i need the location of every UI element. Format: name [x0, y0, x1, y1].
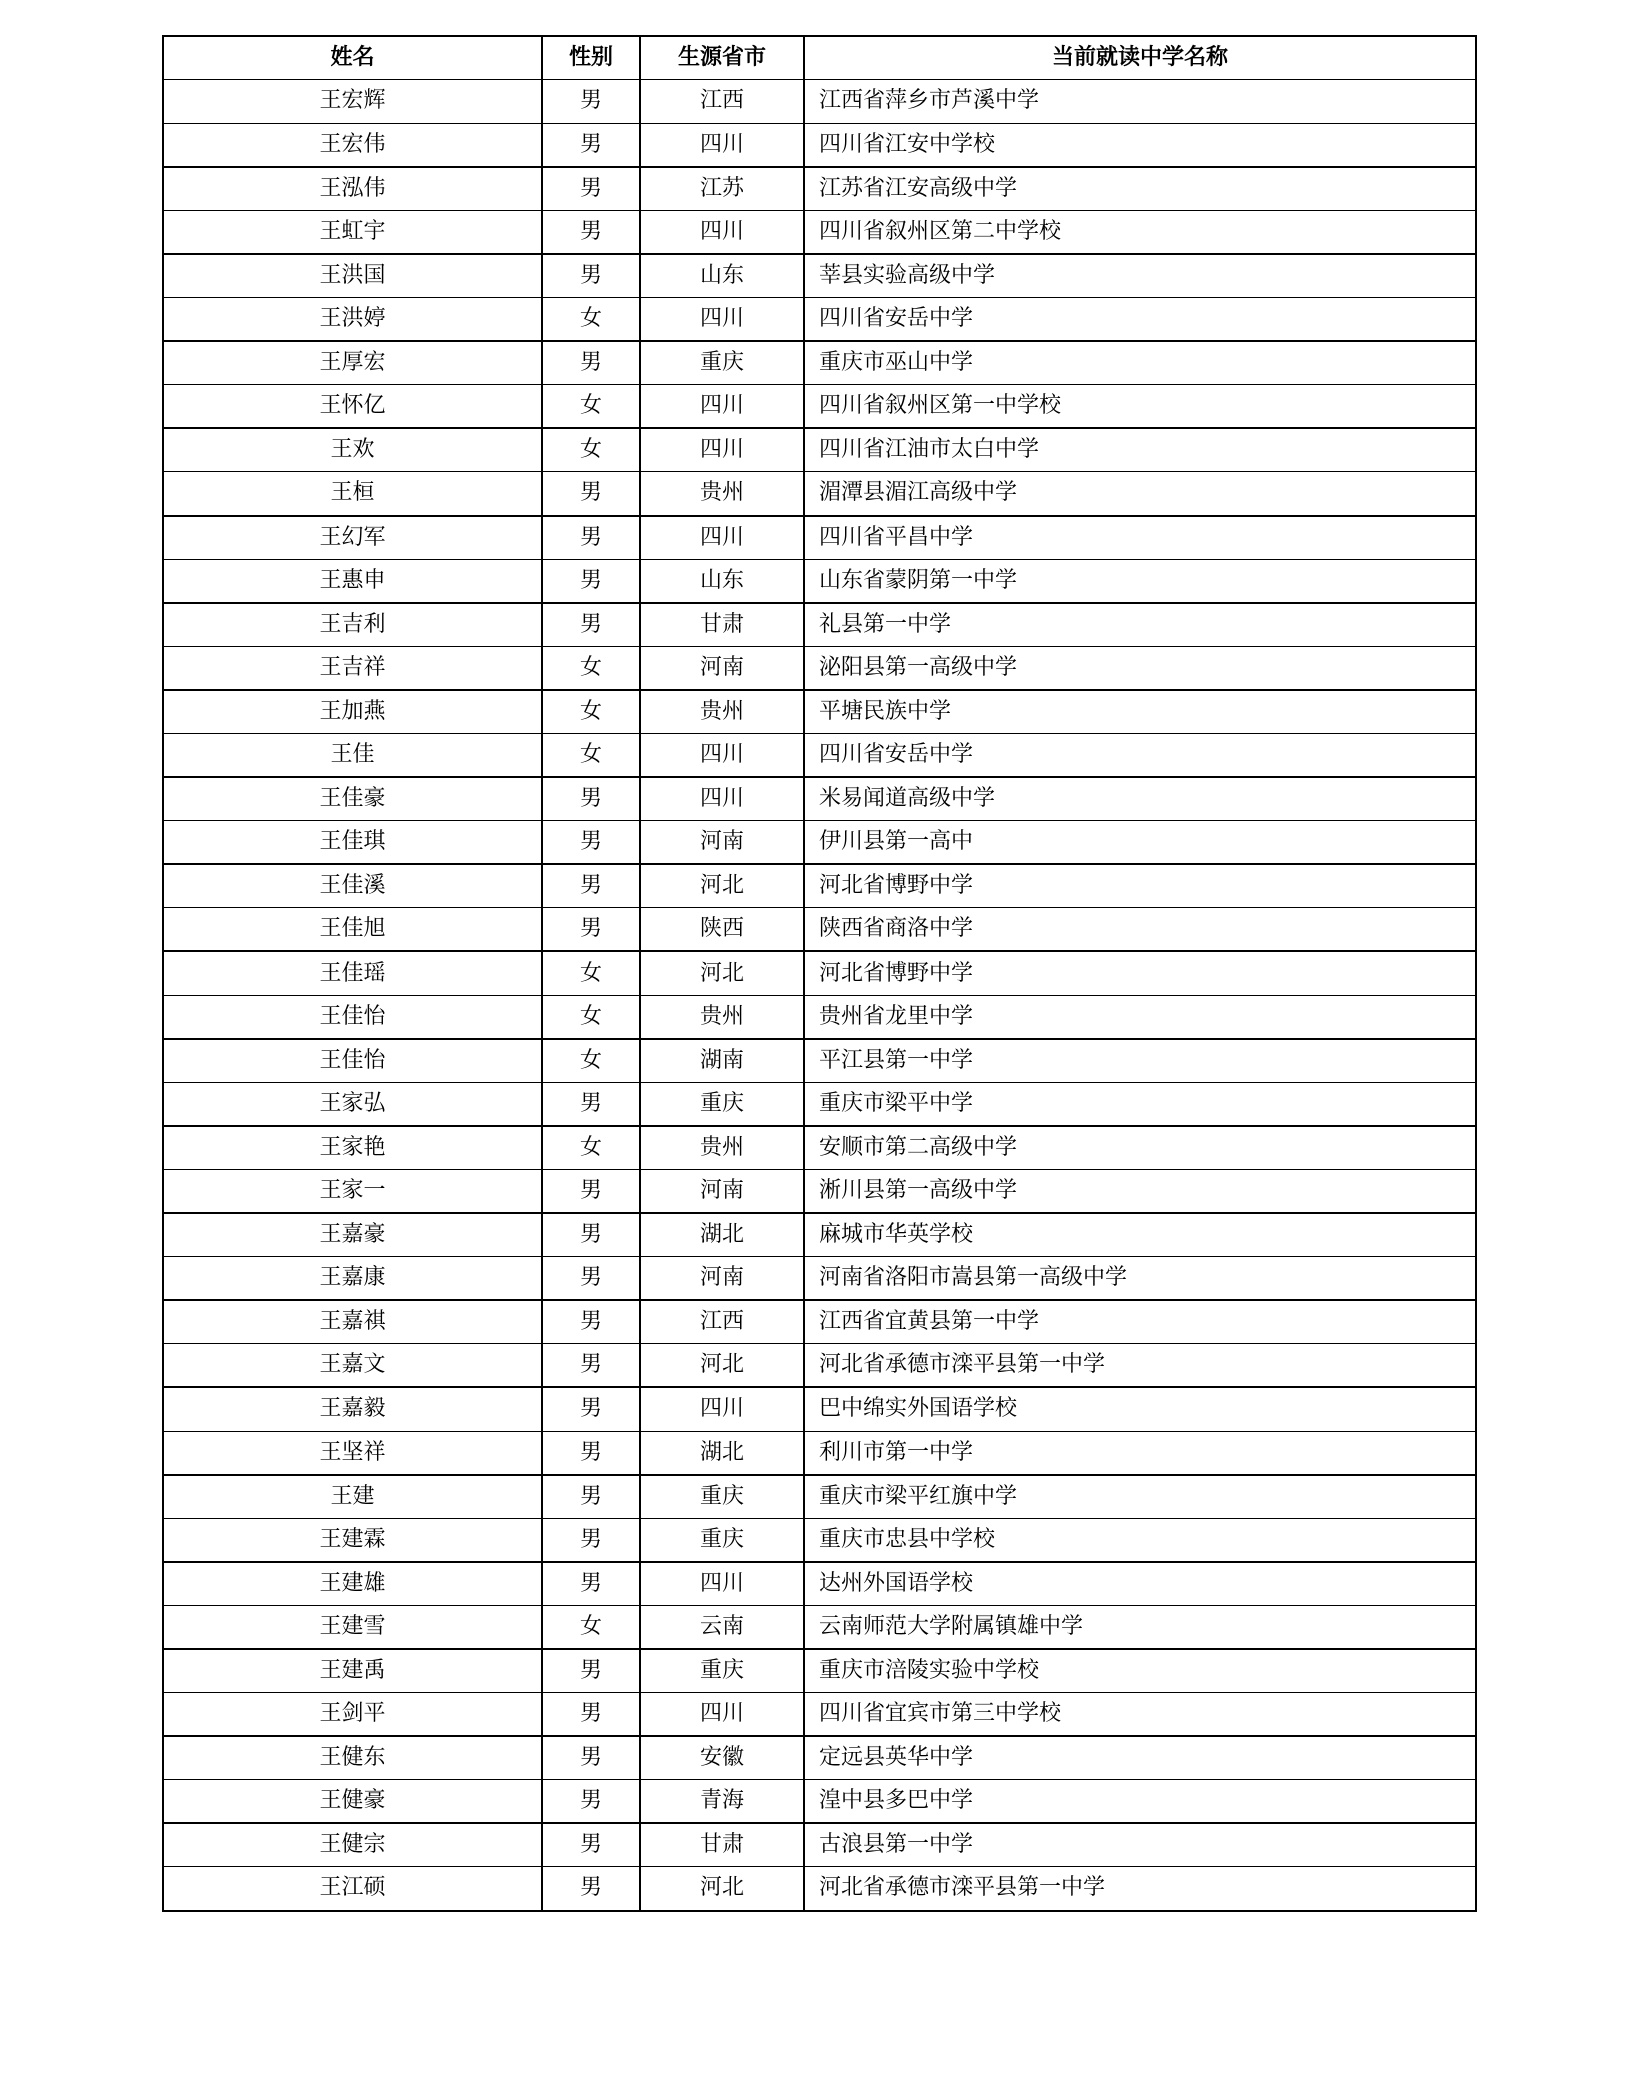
- cell-gender: 女: [542, 428, 640, 472]
- cell-name: 王健宗: [163, 1823, 542, 1867]
- cell-province: 四川: [640, 516, 804, 560]
- cell-gender: 男: [542, 254, 640, 298]
- cell-gender: 女: [542, 298, 640, 342]
- cell-province: 甘肃: [640, 603, 804, 647]
- table-row: [163, 1387, 1476, 1431]
- cell-school: 巴中绵实外国语学校: [804, 1387, 1476, 1431]
- cell-province: 贵州: [640, 995, 804, 1039]
- cell-province: 重庆: [640, 1518, 804, 1562]
- table-row: [163, 1169, 1476, 1213]
- header-gender: 性别: [542, 36, 640, 80]
- cell-province: 河南: [640, 821, 804, 865]
- table-row: [163, 1780, 1476, 1824]
- table-row: [163, 995, 1476, 1039]
- cell-school: 四川省安岳中学: [804, 734, 1476, 778]
- cell-name: 王江硕: [163, 1867, 542, 1911]
- table-row: [163, 167, 1476, 211]
- cell-province: 四川: [640, 123, 804, 167]
- cell-name: 王健豪: [163, 1780, 542, 1824]
- cell-name: 王桓: [163, 472, 542, 516]
- cell-province: 四川: [640, 428, 804, 472]
- cell-province: 四川: [640, 210, 804, 254]
- cell-school: 江西省萍乡市芦溪中学: [804, 80, 1476, 124]
- table-row: [163, 1431, 1476, 1475]
- cell-gender: 男: [542, 472, 640, 516]
- table-row: [163, 1518, 1476, 1562]
- cell-province: 河北: [640, 1344, 804, 1388]
- cell-gender: 女: [542, 734, 640, 778]
- cell-gender: 男: [542, 1213, 640, 1257]
- cell-province: 重庆: [640, 1082, 804, 1126]
- cell-gender: 女: [542, 1126, 640, 1170]
- cell-province: 重庆: [640, 1475, 804, 1519]
- cell-province: 四川: [640, 1562, 804, 1606]
- cell-province: 重庆: [640, 1649, 804, 1693]
- cell-province: 湖南: [640, 1039, 804, 1083]
- table-row: [163, 908, 1476, 952]
- cell-name: 王佳豪: [163, 777, 542, 821]
- cell-name: 王虹宇: [163, 210, 542, 254]
- cell-school: 莘县实验高级中学: [804, 254, 1476, 298]
- table-row: [163, 210, 1476, 254]
- table-row: [163, 472, 1476, 516]
- cell-name: 王加燕: [163, 690, 542, 734]
- table-row: [163, 646, 1476, 690]
- cell-province: 贵州: [640, 1126, 804, 1170]
- cell-province: 湖北: [640, 1431, 804, 1475]
- cell-name: 王洪婷: [163, 298, 542, 342]
- cell-province: 四川: [640, 298, 804, 342]
- cell-province: 贵州: [640, 690, 804, 734]
- cell-name: 王惠申: [163, 559, 542, 603]
- cell-name: 王洪国: [163, 254, 542, 298]
- table-row: [163, 1082, 1476, 1126]
- cell-name: 王嘉祺: [163, 1300, 542, 1344]
- cell-province: 四川: [640, 1387, 804, 1431]
- cell-name: 王吉利: [163, 603, 542, 647]
- cell-gender: 女: [542, 646, 640, 690]
- cell-province: 云南: [640, 1605, 804, 1649]
- cell-province: 重庆: [640, 341, 804, 385]
- cell-province: 江西: [640, 1300, 804, 1344]
- header-province: 生源省市: [640, 36, 804, 80]
- cell-name: 王嘉康: [163, 1257, 542, 1301]
- cell-school: 江西省宜黄县第一中学: [804, 1300, 1476, 1344]
- cell-name: 王嘉文: [163, 1344, 542, 1388]
- cell-gender: 男: [542, 1475, 640, 1519]
- table-row: [163, 603, 1476, 647]
- cell-province: 青海: [640, 1780, 804, 1824]
- table-row: [163, 428, 1476, 472]
- table-row: [163, 516, 1476, 560]
- cell-gender: 男: [542, 1431, 640, 1475]
- cell-gender: 男: [542, 341, 640, 385]
- cell-school: 河北省博野中学: [804, 951, 1476, 995]
- cell-province: 河南: [640, 646, 804, 690]
- cell-gender: 女: [542, 1039, 640, 1083]
- cell-gender: 男: [542, 1300, 640, 1344]
- header-name: 姓名: [163, 36, 542, 80]
- cell-province: 贵州: [640, 472, 804, 516]
- cell-gender: 男: [542, 1693, 640, 1737]
- table-row: [163, 1693, 1476, 1737]
- cell-school: 麻城市华英学校: [804, 1213, 1476, 1257]
- cell-name: 王幻军: [163, 516, 542, 560]
- cell-school: 礼县第一中学: [804, 603, 1476, 647]
- cell-school: 云南师范大学附属镇雄中学: [804, 1605, 1476, 1649]
- cell-school: 陕西省商洛中学: [804, 908, 1476, 952]
- table-row: [163, 821, 1476, 865]
- cell-school: 河北省承德市滦平县第一中学: [804, 1344, 1476, 1388]
- table-row: [163, 341, 1476, 385]
- cell-school: 米易闻道高级中学: [804, 777, 1476, 821]
- cell-school: 湟中县多巴中学: [804, 1780, 1476, 1824]
- cell-gender: 男: [542, 80, 640, 124]
- table-row: [163, 690, 1476, 734]
- cell-name: 王建禹: [163, 1649, 542, 1693]
- cell-name: 王怀亿: [163, 385, 542, 429]
- table-row: [163, 559, 1476, 603]
- cell-province: 山东: [640, 559, 804, 603]
- cell-school: 重庆市梁平中学: [804, 1082, 1476, 1126]
- table-row: [163, 1562, 1476, 1606]
- cell-school: 江苏省江安高级中学: [804, 167, 1476, 211]
- cell-gender: 男: [542, 1780, 640, 1824]
- cell-name: 王健东: [163, 1736, 542, 1780]
- cell-school: 四川省叙州区第二中学校: [804, 210, 1476, 254]
- cell-gender: 男: [542, 123, 640, 167]
- table-row: [163, 1213, 1476, 1257]
- cell-school: 四川省平昌中学: [804, 516, 1476, 560]
- cell-name: 王宏辉: [163, 80, 542, 124]
- cell-name: 王欢: [163, 428, 542, 472]
- cell-name: 王建雪: [163, 1605, 542, 1649]
- cell-school: 达州外国语学校: [804, 1562, 1476, 1606]
- cell-gender: 男: [542, 1518, 640, 1562]
- cell-name: 王家艳: [163, 1126, 542, 1170]
- table-row: [163, 1039, 1476, 1083]
- cell-name: 王厚宏: [163, 341, 542, 385]
- cell-gender: 女: [542, 385, 640, 429]
- cell-school: 平江县第一中学: [804, 1039, 1476, 1083]
- cell-name: 王嘉毅: [163, 1387, 542, 1431]
- cell-school: 泌阳县第一高级中学: [804, 646, 1476, 690]
- table-row: [163, 1649, 1476, 1693]
- cell-name: 王佳怡: [163, 995, 542, 1039]
- cell-gender: 男: [542, 1387, 640, 1431]
- cell-gender: 男: [542, 1257, 640, 1301]
- table-row: [163, 1344, 1476, 1388]
- cell-province: 湖北: [640, 1213, 804, 1257]
- cell-province: 陕西: [640, 908, 804, 952]
- table-row: [163, 80, 1476, 124]
- cell-province: 四川: [640, 1693, 804, 1737]
- cell-name: 王建雄: [163, 1562, 542, 1606]
- cell-name: 王吉祥: [163, 646, 542, 690]
- cell-name: 王剑平: [163, 1693, 542, 1737]
- cell-name: 王嘉豪: [163, 1213, 542, 1257]
- cell-gender: 男: [542, 516, 640, 560]
- cell-gender: 女: [542, 1605, 640, 1649]
- cell-gender: 男: [542, 1649, 640, 1693]
- cell-province: 山东: [640, 254, 804, 298]
- cell-school: 河北省博野中学: [804, 864, 1476, 908]
- cell-gender: 男: [542, 167, 640, 211]
- cell-name: 王坚祥: [163, 1431, 542, 1475]
- cell-name: 王宏伟: [163, 123, 542, 167]
- cell-school: 安顺市第二高级中学: [804, 1126, 1476, 1170]
- cell-province: 安徽: [640, 1736, 804, 1780]
- cell-name: 王建: [163, 1475, 542, 1519]
- cell-province: 江苏: [640, 167, 804, 211]
- cell-province: 河南: [640, 1257, 804, 1301]
- cell-gender: 男: [542, 1344, 640, 1388]
- cell-province: 四川: [640, 734, 804, 778]
- cell-school: 四川省江油市太白中学: [804, 428, 1476, 472]
- table-row: [163, 298, 1476, 342]
- table-row: [163, 1126, 1476, 1170]
- cell-name: 王佳旭: [163, 908, 542, 952]
- cell-gender: 男: [542, 1082, 640, 1126]
- table-row: [163, 1736, 1476, 1780]
- cell-school: 四川省叙州区第一中学校: [804, 385, 1476, 429]
- cell-school: 定远县英华中学: [804, 1736, 1476, 1780]
- cell-name: 王家弘: [163, 1082, 542, 1126]
- table-row: [163, 1475, 1476, 1519]
- cell-school: 淅川县第一高级中学: [804, 1169, 1476, 1213]
- cell-province: 河南: [640, 1169, 804, 1213]
- table-header-row: [163, 36, 1476, 80]
- cell-gender: 男: [542, 603, 640, 647]
- cell-school: 河北省承德市滦平县第一中学: [804, 1867, 1476, 1911]
- table-row: [163, 777, 1476, 821]
- student-roster-table: [162, 35, 1477, 1912]
- cell-school: 重庆市巫山中学: [804, 341, 1476, 385]
- table-row: [163, 864, 1476, 908]
- cell-province: 河北: [640, 1867, 804, 1911]
- table-row: [163, 734, 1476, 778]
- cell-school: 四川省江安中学校: [804, 123, 1476, 167]
- cell-gender: 女: [542, 690, 640, 734]
- header-school: 当前就读中学名称: [804, 36, 1476, 80]
- cell-gender: 男: [542, 210, 640, 254]
- cell-province: 河北: [640, 864, 804, 908]
- cell-gender: 男: [542, 559, 640, 603]
- cell-school: 重庆市涪陵实验中学校: [804, 1649, 1476, 1693]
- cell-school: 四川省宜宾市第三中学校: [804, 1693, 1476, 1737]
- cell-gender: 男: [542, 1823, 640, 1867]
- table-row: [163, 123, 1476, 167]
- table-body: [163, 80, 1476, 1911]
- cell-province: 四川: [640, 385, 804, 429]
- cell-school: 伊川县第一高中: [804, 821, 1476, 865]
- cell-school: 利川市第一中学: [804, 1431, 1476, 1475]
- cell-school: 重庆市忠县中学校: [804, 1518, 1476, 1562]
- cell-name: 王佳: [163, 734, 542, 778]
- cell-gender: 男: [542, 908, 640, 952]
- cell-province: 河北: [640, 951, 804, 995]
- cell-gender: 男: [542, 1169, 640, 1213]
- cell-school: 四川省安岳中学: [804, 298, 1476, 342]
- cell-gender: 男: [542, 777, 640, 821]
- cell-gender: 女: [542, 951, 640, 995]
- cell-name: 王佳溪: [163, 864, 542, 908]
- cell-province: 四川: [640, 777, 804, 821]
- cell-gender: 男: [542, 864, 640, 908]
- cell-gender: 男: [542, 1867, 640, 1911]
- cell-name: 王家一: [163, 1169, 542, 1213]
- cell-school: 山东省蒙阴第一中学: [804, 559, 1476, 603]
- table-row: [163, 1867, 1476, 1911]
- table-row: [163, 385, 1476, 429]
- cell-name: 王佳瑶: [163, 951, 542, 995]
- table-row: [163, 254, 1476, 298]
- cell-school: 古浪县第一中学: [804, 1823, 1476, 1867]
- table-row: [163, 1300, 1476, 1344]
- cell-province: 江西: [640, 80, 804, 124]
- cell-gender: 男: [542, 821, 640, 865]
- cell-school: 平塘民族中学: [804, 690, 1476, 734]
- cell-province: 甘肃: [640, 1823, 804, 1867]
- cell-gender: 男: [542, 1562, 640, 1606]
- cell-name: 王佳怡: [163, 1039, 542, 1083]
- cell-name: 王泓伟: [163, 167, 542, 211]
- cell-gender: 男: [542, 1736, 640, 1780]
- cell-school: 重庆市梁平红旗中学: [804, 1475, 1476, 1519]
- table-row: [163, 1605, 1476, 1649]
- table-row: [163, 1823, 1476, 1867]
- cell-school: 河南省洛阳市嵩县第一高级中学: [804, 1257, 1476, 1301]
- cell-school: 湄潭县湄江高级中学: [804, 472, 1476, 516]
- cell-name: 王建霖: [163, 1518, 542, 1562]
- cell-name: 王佳琪: [163, 821, 542, 865]
- cell-school: 贵州省龙里中学: [804, 995, 1476, 1039]
- cell-gender: 女: [542, 995, 640, 1039]
- table-row: [163, 951, 1476, 995]
- table-row: [163, 1257, 1476, 1301]
